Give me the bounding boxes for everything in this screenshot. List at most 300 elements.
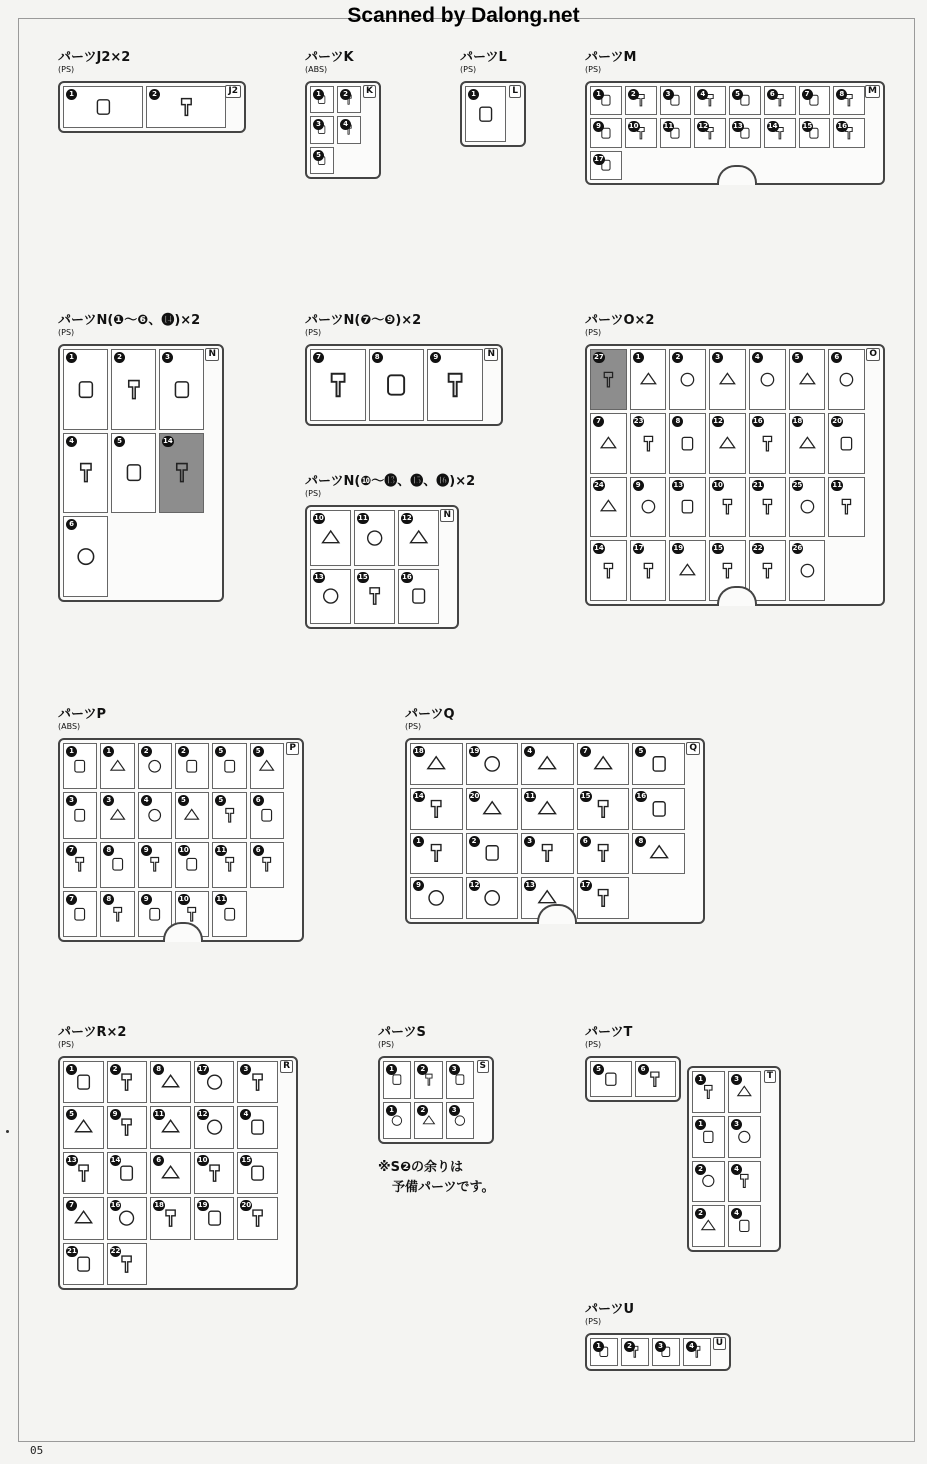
part-number: 2 [628,89,639,100]
part-number: 14 [163,436,173,445]
runner-tag: K [363,85,376,98]
part-number: 20 [241,1201,252,1210]
part-drawing [246,1070,269,1094]
part-number: 19 [673,544,684,553]
part-drawing [380,364,412,406]
runner-grid [590,1338,711,1366]
part-number: 6 [66,519,77,530]
part-number: 3 [731,1074,742,1085]
part-number: 1 [66,1064,77,1075]
runner-u [585,1333,731,1371]
part-cell [250,842,284,888]
part-number: 5 [792,352,803,363]
part-number: 11 [154,1110,164,1119]
group-material: (PS) [585,328,602,337]
part-number: 3 [66,795,77,806]
runner-tag: N [484,348,498,361]
part-cell [577,788,630,830]
part-drawing [477,841,507,865]
part-number: 15 [580,791,591,800]
runner-tag: L [509,85,521,98]
part-drawing [73,533,99,580]
part-number: 13 [314,572,324,581]
part-drawing [145,753,164,780]
part-cell [692,1205,725,1247]
part-number: 2 [672,352,683,363]
runner-tag: O [866,348,880,361]
group-title: パーツJ2×2 [58,50,131,65]
part-cell [828,349,865,410]
group-title: パーツR×2 [58,1025,127,1040]
part-number: 11 [216,845,227,854]
part-cell [150,1061,191,1103]
runner-grid [310,510,439,624]
part-number: 18 [414,747,424,755]
part-cell [833,118,865,147]
part-drawing [677,426,698,461]
part-number: 5 [178,795,189,806]
part-number: 1 [386,1064,397,1075]
part-number: 1 [103,746,114,757]
part-drawing [73,366,99,413]
part-cell [100,891,134,937]
part-number: 5 [66,1109,77,1120]
part-cell [692,1071,725,1113]
part-drawing [797,553,818,588]
part-cell [446,1102,474,1140]
part-number: 12 [698,122,708,131]
group-title: パーツN(❶〜❻、⓮)×2 [58,313,201,328]
part-drawing [638,362,659,397]
part-number: 12 [469,881,480,890]
part-cell [709,349,746,410]
part-number: 23 [633,416,644,425]
part-number: 18 [792,416,803,425]
part-number: 3 [162,352,173,363]
part-number: 5 [635,746,646,757]
group-title: パーツM [585,50,637,65]
part-cell [310,86,334,113]
part-cell [660,118,692,147]
part-drawing [757,489,778,524]
part-drawing [677,489,698,524]
part-drawing [717,489,738,524]
parts-group-j2 [58,50,246,133]
part-cell [789,413,826,474]
part-number: 17 [580,881,591,890]
part-number: 10 [628,122,639,131]
part-cell [369,349,425,421]
part-number: 5 [215,746,226,757]
part-number: 19 [469,747,480,755]
group-material: (PS) [305,328,322,337]
part-cell [63,349,108,430]
parts-group-s [378,1025,494,1144]
part-number: 13 [673,480,684,489]
part-drawing [72,1115,95,1139]
part-number: 4 [524,746,535,757]
part-number: 3 [524,836,535,847]
runner-grid [310,86,361,174]
part-number: 12 [197,1110,208,1119]
part-cell [100,792,134,838]
part-cell [466,743,519,785]
part-number: 6 [253,845,264,856]
runner-p [58,738,304,942]
part-cell [310,116,334,143]
runner-tag: N [205,348,219,361]
part-cell [789,540,826,601]
part-cell [466,788,519,830]
part-cell [63,891,97,937]
part-cell [669,477,706,538]
part-cell [577,833,630,875]
part-drawing [588,886,618,910]
scan-credit: Scanned by Dalong.net [347,4,580,27]
part-number: 3 [449,1064,460,1075]
runner-grid [63,349,204,597]
runner-grid [310,349,483,421]
part-drawing [363,580,386,612]
runner-t-main [687,1066,781,1252]
part-drawing [220,802,239,829]
parts-group-n-tips [305,474,475,629]
spare-part-note [378,1158,494,1198]
part-cell [383,1102,411,1140]
part-drawing [638,553,659,588]
group-material: (PS) [585,1317,602,1326]
part-number: 9 [141,845,152,856]
parts-group-u [585,1302,731,1371]
part-drawing [319,580,342,612]
part-number: 17 [594,154,604,163]
part-drawing [72,1070,95,1094]
part-number: 15 [358,572,368,581]
part-cell [577,743,630,785]
part-drawing [322,364,354,406]
part-number: 1 [413,836,424,847]
part-number: 11 [832,480,843,489]
part-cell [111,433,156,514]
part-drawing [145,802,164,829]
part-cell [107,1197,148,1239]
part-drawing [598,426,619,461]
part-cell [410,788,463,830]
runner-n-heads [305,344,503,426]
part-number: 2 [417,1105,428,1116]
part-cell [63,1243,104,1285]
part-number: 1 [695,1074,706,1085]
part-cell [398,569,439,625]
part-cell [146,86,226,128]
part-number: 3 [449,1105,460,1116]
runner-tag: U [713,1337,726,1350]
runner-grid [63,86,226,128]
part-cell [590,1061,632,1097]
part-drawing [407,522,430,554]
part-cell [107,1243,148,1285]
part-cell [337,86,361,113]
runner-n-blades [58,344,224,602]
part-cell [250,792,284,838]
part-number: 4 [731,1164,742,1175]
part-cell [310,510,351,566]
part-number: 20 [469,791,480,800]
part-cell [111,349,156,430]
part-number: 18 [154,1201,164,1210]
part-drawing [474,98,497,130]
part-drawing [421,841,451,865]
part-cell [749,413,786,474]
part-number: 10 [713,480,723,489]
part-number: 7 [66,894,77,905]
part-number: 6 [153,1155,164,1166]
parts-group-l [460,50,526,147]
part-cell [354,569,395,625]
part-number: 14 [110,1155,121,1164]
part-cell [521,743,574,785]
part-cell [446,1061,474,1099]
part-cell [577,877,630,919]
part-cell [159,349,204,430]
part-number: 11 [358,514,368,522]
part-number: 1 [593,89,604,100]
group-material: (PS) [585,1040,602,1049]
part-cell [310,569,351,625]
part-cell [694,86,726,115]
part-drawing [644,752,674,776]
part-cell [194,1197,235,1239]
part-cell [521,833,574,875]
parts-group-m [585,50,885,185]
part-number: 9 [430,352,441,363]
part-cell [590,86,622,115]
part-cell [175,743,209,789]
part-number: 6 [580,836,591,847]
runner-grid [410,743,685,919]
runner-grid [590,1061,676,1097]
part-number: 24 [594,480,604,489]
part-drawing [421,886,451,910]
part-number: 3 [313,119,324,130]
group-title: パーツQ [405,707,455,722]
group-title: パーツL [460,50,507,65]
part-number: 11 [525,791,535,800]
part-number: 9 [593,121,604,132]
part-cell [833,86,865,115]
runner-grid [465,86,506,142]
part-number: 10 [314,514,324,522]
part-cell [212,792,246,838]
part-cell [652,1338,680,1366]
part-cell [237,1152,278,1194]
part-cell [630,349,667,410]
part-cell [63,1106,104,1148]
part-number: 14 [594,544,604,553]
group-title: パーツT [585,1025,633,1040]
runner-tag: Q [686,742,700,755]
part-number: 8 [372,352,383,363]
part-cell [150,1106,191,1148]
runner-m [585,81,885,185]
part-cell [100,743,134,789]
part-drawing [532,841,562,865]
group-material: (PS) [405,722,422,731]
runner-grid [63,743,284,937]
runner-o [585,344,885,606]
parts-group-o [585,313,885,606]
part-drawing [163,95,210,119]
part-cell [398,510,439,566]
part-number: 10 [178,845,189,854]
part-cell [692,1161,725,1203]
part-number: 2 [624,1341,635,1352]
part-drawing [638,426,659,461]
part-cell [466,877,519,919]
part-cell [194,1106,235,1148]
runner-tag: N [440,509,454,522]
part-drawing [598,489,619,524]
part-number: 1 [593,1341,604,1352]
part-number: 2 [695,1164,706,1175]
part-drawing [644,841,674,865]
part-cell [465,86,506,142]
part-drawing [797,426,818,461]
part-number: 5 [313,150,324,161]
runner-t-small [585,1056,681,1102]
scan-speck [6,1130,9,1133]
part-number: 22 [110,1246,121,1255]
part-number: 4 [752,352,763,363]
part-number: 8 [672,416,683,427]
part-number: 17 [633,544,644,553]
part-cell [660,86,692,115]
part-drawing [797,489,818,524]
part-cell [63,1061,104,1103]
part-number: 1 [386,1105,397,1116]
part-number: 13 [733,122,743,131]
part-number: 5 [253,746,264,757]
part-cell [354,510,395,566]
part-number: 20 [832,416,843,425]
part-drawing [121,449,147,496]
part-cell [709,413,746,474]
part-cell [427,349,483,421]
part-number: 2 [141,746,152,757]
part-cell [63,792,97,838]
part-drawing [836,426,857,461]
part-drawing [319,522,342,554]
part-number: 9 [110,1109,121,1120]
part-cell [590,413,627,474]
part-cell [138,743,172,789]
part-cell [590,477,627,538]
group-title: パーツP [58,707,107,722]
part-cell [212,891,246,937]
parts-group-r [58,1025,298,1290]
part-number: 6 [831,352,842,363]
runner-q [405,738,705,924]
part-drawing [598,553,619,588]
part-cell [250,743,284,789]
part-cell [635,1061,677,1097]
part-cell [621,1338,649,1366]
part-cell [138,842,172,888]
part-cell [194,1152,235,1194]
part-cell [237,1197,278,1239]
part-cell [789,477,826,538]
group-material: (PS) [305,489,322,498]
part-cell [414,1061,442,1099]
part-cell [63,743,97,789]
part-cell [194,1061,235,1103]
part-drawing [169,366,195,413]
part-cell [310,147,334,174]
page-number: 05 [30,1444,44,1457]
parts-group-n-heads [305,313,503,426]
part-number: 15 [713,544,723,553]
part-cell [237,1061,278,1103]
part-number: 2 [114,352,125,363]
part-number: 3 [240,1064,251,1075]
part-number: 1 [66,352,77,363]
part-drawing [677,553,698,588]
part-drawing [477,752,507,776]
part-cell [728,1205,761,1247]
part-cell [414,1102,442,1140]
part-number: 6 [638,1064,649,1075]
part-cell [669,349,706,410]
part-cell [694,118,726,147]
part-drawing [159,1070,182,1094]
part-cell [590,540,627,601]
part-cell [625,86,657,115]
part-drawing [439,364,471,406]
runner-r [58,1056,298,1290]
part-cell [310,349,366,421]
runner-l [460,81,526,147]
part-number: 4 [686,1341,697,1352]
part-drawing [159,1161,182,1185]
runner-grid [383,1061,474,1139]
part-number: 16 [110,1201,121,1210]
part-drawing [477,886,507,910]
part-number: 10 [197,1155,208,1164]
part-drawing [836,362,857,397]
part-number: 6 [253,795,264,806]
part-drawing [121,366,147,413]
runner-grid [590,349,865,601]
part-drawing [532,797,562,821]
part-cell [237,1106,278,1148]
part-drawing [182,802,201,829]
part-number: 6 [767,89,778,100]
part-number: 3 [663,89,674,100]
part-cell [138,792,172,838]
part-number: 17 [197,1065,208,1073]
part-number: 2 [110,1064,121,1075]
part-drawing [70,802,89,829]
part-cell [383,1061,411,1099]
part-cell [749,477,786,538]
part-drawing [532,752,562,776]
part-drawing [588,797,618,821]
part-number: 5 [593,1064,604,1075]
runner-tag: M [865,85,880,98]
part-number: 16 [837,122,847,131]
part-cell [709,477,746,538]
part-cell [764,118,796,147]
